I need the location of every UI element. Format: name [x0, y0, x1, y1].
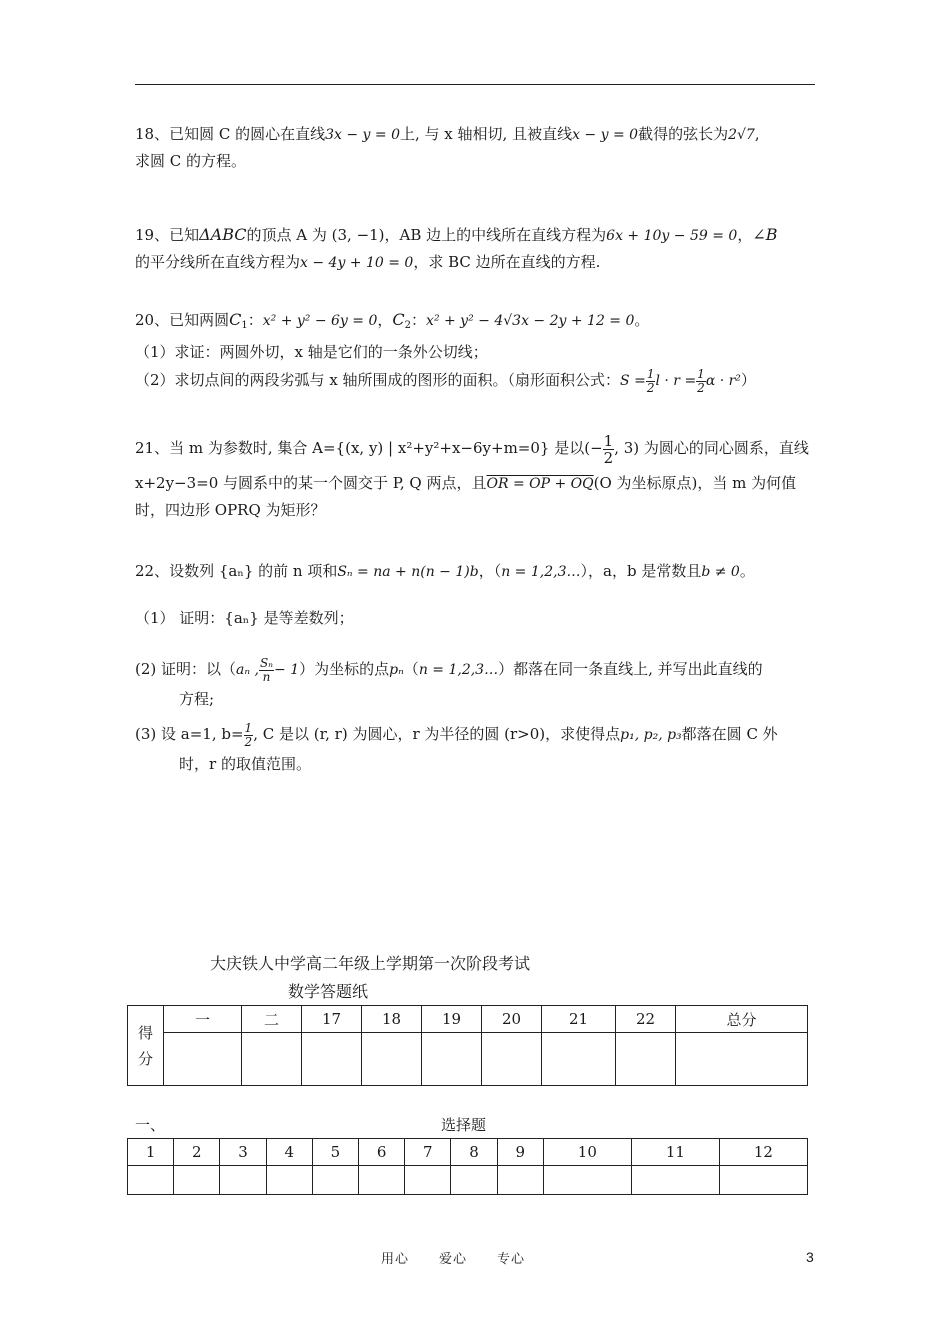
q18-math-line1: 3x − y = 0	[325, 127, 400, 143]
frac-den: 2	[697, 380, 705, 395]
q22-math: − 1	[274, 662, 300, 678]
q22-math: pₙ	[389, 662, 404, 678]
q22-fraction	[244, 722, 254, 749]
question-19	[135, 222, 817, 276]
q20-fraction	[696, 368, 706, 395]
q20-formula: α · r²	[705, 373, 741, 389]
q20-circle2: C	[392, 310, 405, 329]
choice-answer-cell[interactable]	[174, 1166, 220, 1195]
frac-num: 1	[244, 720, 253, 735]
score-header: 二	[242, 1006, 302, 1033]
q21-text: 21、当 m 为参数时, 集合 A={(x, y) | x²+y²+x−6y+m=0} 是以(−	[135, 439, 603, 457]
q22-sum-formula: Sₙ = na + n(n − 1)b	[337, 564, 479, 580]
choice-answer-cell[interactable]	[451, 1166, 497, 1195]
score-cell[interactable]	[616, 1033, 676, 1086]
score-cell[interactable]	[542, 1033, 616, 1086]
question-22	[135, 558, 817, 777]
section-title: 选择题	[441, 1116, 487, 1134]
frac-den: 2	[646, 380, 655, 395]
header-rule	[135, 84, 815, 85]
footer-motto	[381, 1248, 555, 1267]
choice-number: 8	[451, 1139, 497, 1166]
score-header: 17	[302, 1006, 362, 1033]
q18-text: ,	[754, 125, 760, 143]
q22-part3: (3) 设 a=1, b=	[135, 725, 244, 743]
answer-sheet-title: 大庆铁人中学高二年级上学期第一次阶段考试	[210, 954, 531, 973]
q22-text: 都落在圆 C 外	[681, 725, 778, 743]
q19-text: ，求 BC 边所在直线的方程.	[413, 253, 601, 271]
score-header: 总分	[676, 1006, 808, 1033]
q22-text: ），a，b 是常数且	[580, 562, 702, 580]
q22-part2: (2) 证明：以（	[135, 660, 237, 678]
frac-num: 1	[603, 431, 614, 450]
score-header: 21	[542, 1006, 616, 1033]
score-table	[127, 1005, 808, 1086]
q20-text: 20、已知两圆	[135, 311, 230, 329]
q22-part1: （1） 证明：{aₙ} 是等差数列；	[135, 609, 354, 627]
score-cell[interactable]	[164, 1033, 242, 1086]
q22-text: 。	[739, 562, 755, 580]
score-header: 22	[616, 1006, 676, 1033]
q18-text: 18、已知圆 C 的圆心在直线	[135, 125, 326, 143]
choice-number: 10	[543, 1139, 631, 1166]
frac-num: Sₙ	[259, 655, 274, 670]
q22-math: aₙ ,	[236, 662, 259, 678]
q22-text: , C 是以 (r, r) 为圆心，r 为半径的圆 (r>0)，求使得点	[253, 725, 621, 743]
q20-text: ，	[377, 311, 393, 329]
choice-number: 9	[497, 1139, 543, 1166]
frac-den: 2	[244, 734, 253, 749]
q21-vector-eq: OR = OP + OQ	[486, 475, 594, 492]
page-number: 3	[806, 1249, 814, 1265]
choice-number: 11	[631, 1139, 719, 1166]
q22-text: ，（	[478, 562, 502, 580]
q18-math-line2: x − y = 0	[572, 127, 639, 143]
q20-part1: （1）求证：两圆外切，x 轴是它们的一条外公切线；	[135, 343, 488, 361]
q22-part2-line2: 方程;	[179, 690, 215, 708]
score-cell[interactable]	[422, 1033, 482, 1086]
frac-den: 2	[603, 448, 614, 467]
q20-formula: S =	[620, 373, 646, 389]
q21-text-line3: 时，四边形 OPRQ 为矩形？	[135, 500, 326, 519]
q20-text: 。	[634, 311, 650, 329]
q20-formula: l · r =	[655, 373, 697, 389]
q22-text: ）都落在同一条直线上, 并写出此直线的	[498, 660, 763, 678]
choice-number: 12	[719, 1139, 807, 1166]
score-cell[interactable]	[242, 1033, 302, 1086]
score-cell[interactable]	[676, 1033, 808, 1086]
q19-math-angle: ∠B	[752, 225, 778, 244]
q19-math-bisector: x − 4y + 10 = 0	[300, 255, 414, 271]
q22-math: n = 1,2,3…	[418, 662, 499, 678]
q20-eq1: x² + y² − 6y = 0	[262, 313, 378, 329]
question-20	[135, 307, 817, 395]
q20-text: ）	[740, 371, 756, 389]
q22-text: 22、设数列 {aₙ} 的前 n 项和	[135, 562, 338, 580]
q18-math-chord: 2√7	[728, 127, 755, 143]
question-21	[135, 432, 817, 523]
choice-answer-cell[interactable]	[220, 1166, 266, 1195]
choice-answer-cell[interactable]	[543, 1166, 631, 1195]
question-18	[135, 121, 817, 174]
score-header: 20	[482, 1006, 542, 1033]
choice-number: 1	[128, 1139, 174, 1166]
footer-item: 专心	[497, 1252, 526, 1267]
score-label-bottom: 分	[137, 1049, 153, 1068]
score-cell[interactable]	[482, 1033, 542, 1086]
q20-text: ：	[247, 311, 263, 329]
choice-answer-cell[interactable]	[719, 1166, 807, 1195]
choice-number: 2	[174, 1139, 220, 1166]
score-cell[interactable]	[362, 1033, 422, 1086]
q22-text: （	[403, 660, 419, 678]
section-label: 一、	[135, 1116, 166, 1134]
score-header: 18	[362, 1006, 422, 1033]
q20-circle1: C	[229, 310, 242, 329]
choice-number: 7	[405, 1139, 451, 1166]
q19-text: 19、已知	[135, 226, 200, 244]
choice-table	[127, 1138, 808, 1195]
q20-circle1-sub: 1	[241, 320, 248, 331]
q21-text: , 3) 为圆心的同心圆系，直线	[614, 439, 809, 457]
choice-number: 5	[312, 1139, 358, 1166]
q19-text: 的顶点 A 为 (3, −1)，AB 边上的中线所在直线方程为	[246, 226, 607, 244]
choice-number: 6	[359, 1139, 405, 1166]
choice-answer-cell[interactable]	[128, 1166, 174, 1195]
q18-text: 上, 与 x 轴相切, 且被直线	[400, 125, 573, 143]
answer-sheet-subtitle: 数学答题纸	[288, 982, 369, 1001]
score-label-cell	[128, 1006, 164, 1086]
footer-item: 爱心	[439, 1252, 468, 1267]
q22-text: ）为坐标的点	[299, 660, 390, 678]
q19-math-triangle: ΔABC	[199, 225, 247, 244]
score-cell[interactable]	[302, 1033, 362, 1086]
footer-item: 用心	[381, 1252, 410, 1267]
q20-circle2-sub: 2	[404, 320, 412, 331]
choice-answer-cell[interactable]	[405, 1166, 451, 1195]
q21-text: (O 为坐标原点)，当 m 为何值	[593, 473, 797, 492]
score-header: 19	[422, 1006, 482, 1033]
q22-b-condition: b ≠ 0	[701, 564, 740, 580]
frac-num: 1	[697, 366, 705, 381]
q22-fraction	[259, 657, 274, 684]
frac-den: n	[262, 669, 271, 684]
choice-answer-cell[interactable]	[497, 1166, 543, 1195]
score-header: 一	[164, 1006, 242, 1033]
choice-number: 3	[220, 1139, 266, 1166]
q22-math: p₁, p₂, p₃	[620, 727, 682, 743]
q20-eq2: x² + y² − 4√3x − 2y + 12 = 0	[426, 313, 635, 329]
q21-fraction	[603, 433, 615, 466]
choice-answer-cell[interactable]	[312, 1166, 358, 1195]
q19-text: ，	[737, 226, 753, 244]
q19-text: 的平分线所在直线方程为	[135, 253, 301, 271]
choice-answer-cell[interactable]	[359, 1166, 405, 1195]
frac-num: 1	[646, 366, 655, 381]
q22-n-range: n = 1,2,3…	[501, 564, 581, 580]
q19-math-median: 6x + 10y − 59 = 0	[606, 228, 738, 244]
choice-answer-cell[interactable]	[266, 1166, 312, 1195]
q21-text: x+2y−3=0 与圆系中的某一个圆交于 P, Q 两点，且	[135, 473, 487, 492]
q20-text: ：	[411, 311, 427, 329]
q20-part2: （2）求切点间的两段劣弧与 x 轴所围成的图形的面积。（扇形面积公式：	[135, 371, 621, 389]
choice-number: 4	[266, 1139, 312, 1166]
score-label-top: 得	[137, 1023, 153, 1042]
choice-answer-cell[interactable]	[631, 1166, 719, 1195]
q22-part3-line2: 时，r 的取值范围。	[179, 755, 311, 773]
q18-text-line2: 求圆 C 的方程。	[135, 152, 247, 170]
q18-text: 截得的弦长为	[638, 125, 729, 143]
